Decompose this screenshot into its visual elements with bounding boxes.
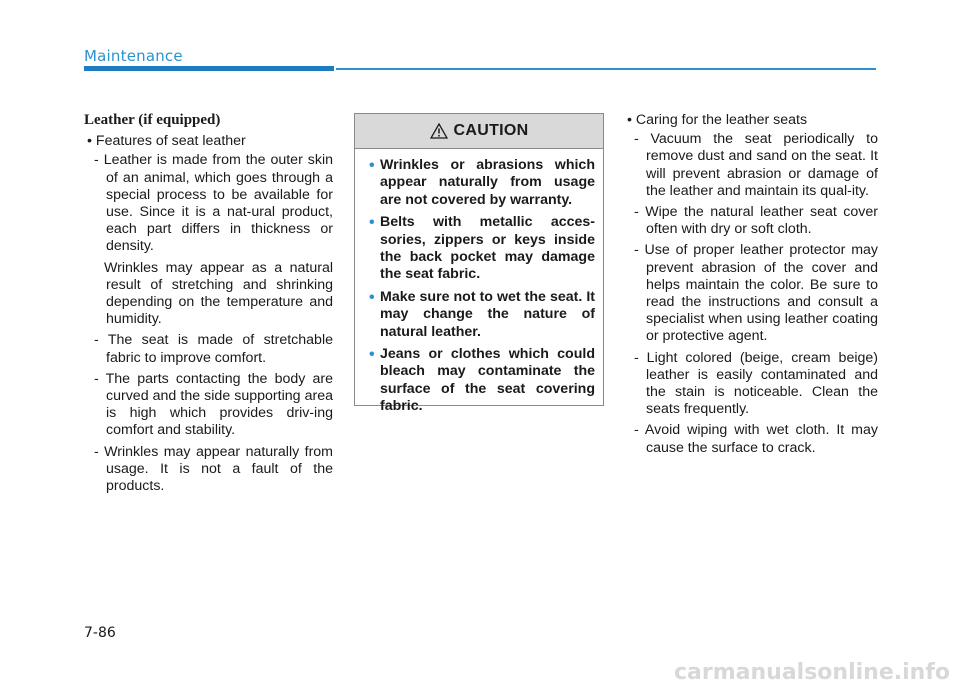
bullet-features: • Features of seat leather xyxy=(87,133,246,150)
bullet-features-text: Features of seat leather xyxy=(95,133,246,150)
caution-box xyxy=(354,113,604,415)
bullet-caring-text: Caring for the leather seats xyxy=(635,112,808,128)
list-item: - Use of proper leather protector may prevent abrasion of the cover and helps maintain the color. Be sure to read the instructions and consult a specialist when using leather coating or protective agent. xyxy=(634,242,878,345)
section-title: Leather (if equipped) xyxy=(84,112,221,128)
page-number: 7-86 xyxy=(84,625,116,641)
caution-label: CAUTION xyxy=(453,122,529,139)
list-item: - Wipe the natural leather seat cover often with dry or soft cloth. xyxy=(634,204,878,238)
list-item: - Wrinkles may appear naturally from usage. It is not a fault of the products. xyxy=(94,443,333,495)
caution-body xyxy=(355,149,603,416)
header-section-title: Maintenance xyxy=(84,47,183,65)
list-item: - Vacuum the seat periodically to remove dust and sand on the seat. It will prevent abrasion or damage of the leather and maintain its qual-ity. xyxy=(634,131,878,199)
list-item: - Leather is made from the outer skin of an animal, which goes through a special process to be available for use. Since it is a nat-ural product, each part differs in thickness or density. xyxy=(94,152,333,255)
caution-item: • Make sure not to wet the seat. It may change the nature of natural leather. xyxy=(369,288,595,340)
caution-item: • Belts with metallic acces-sories, zippers or keys inside the back pocket may damage the seat fabric. xyxy=(369,214,595,283)
right-column xyxy=(624,112,878,461)
warning-triangle-icon xyxy=(430,123,448,139)
header-rule-dark xyxy=(84,66,334,71)
bullet-caring: • Caring for the leather seats xyxy=(627,112,808,128)
list-item: Wrinkles may appear as a natural result of stretching and shrinking depending on the temperature and humidity. xyxy=(104,259,333,328)
caution-item: • Jeans or clothes which could bleach may contaminate the surface of the seat covering fabric. xyxy=(369,346,595,415)
list-item: - Avoid wiping with wet cloth. It may cause the surface to crack. xyxy=(634,422,878,456)
list-item: - The seat is made of stretchable fabric to improve comfort. xyxy=(94,332,333,366)
header-rule-light xyxy=(336,68,876,70)
left-column xyxy=(84,112,333,499)
caution-item: • Wrinkles or abrasions which appear naturally from usage are not covered by warranty. xyxy=(369,157,595,208)
list-item: - Light colored (beige, cream beige) leather is easily contaminated and the stain is noticeable. Clean the seats frequently. xyxy=(634,349,878,418)
caution-header xyxy=(355,114,603,149)
watermark-link[interactable]: carmanualsonline.info xyxy=(674,660,950,685)
list-item: - The parts contacting the body are curved and the side supporting area is high which provides driv-ing comfort and stability. xyxy=(94,370,333,439)
